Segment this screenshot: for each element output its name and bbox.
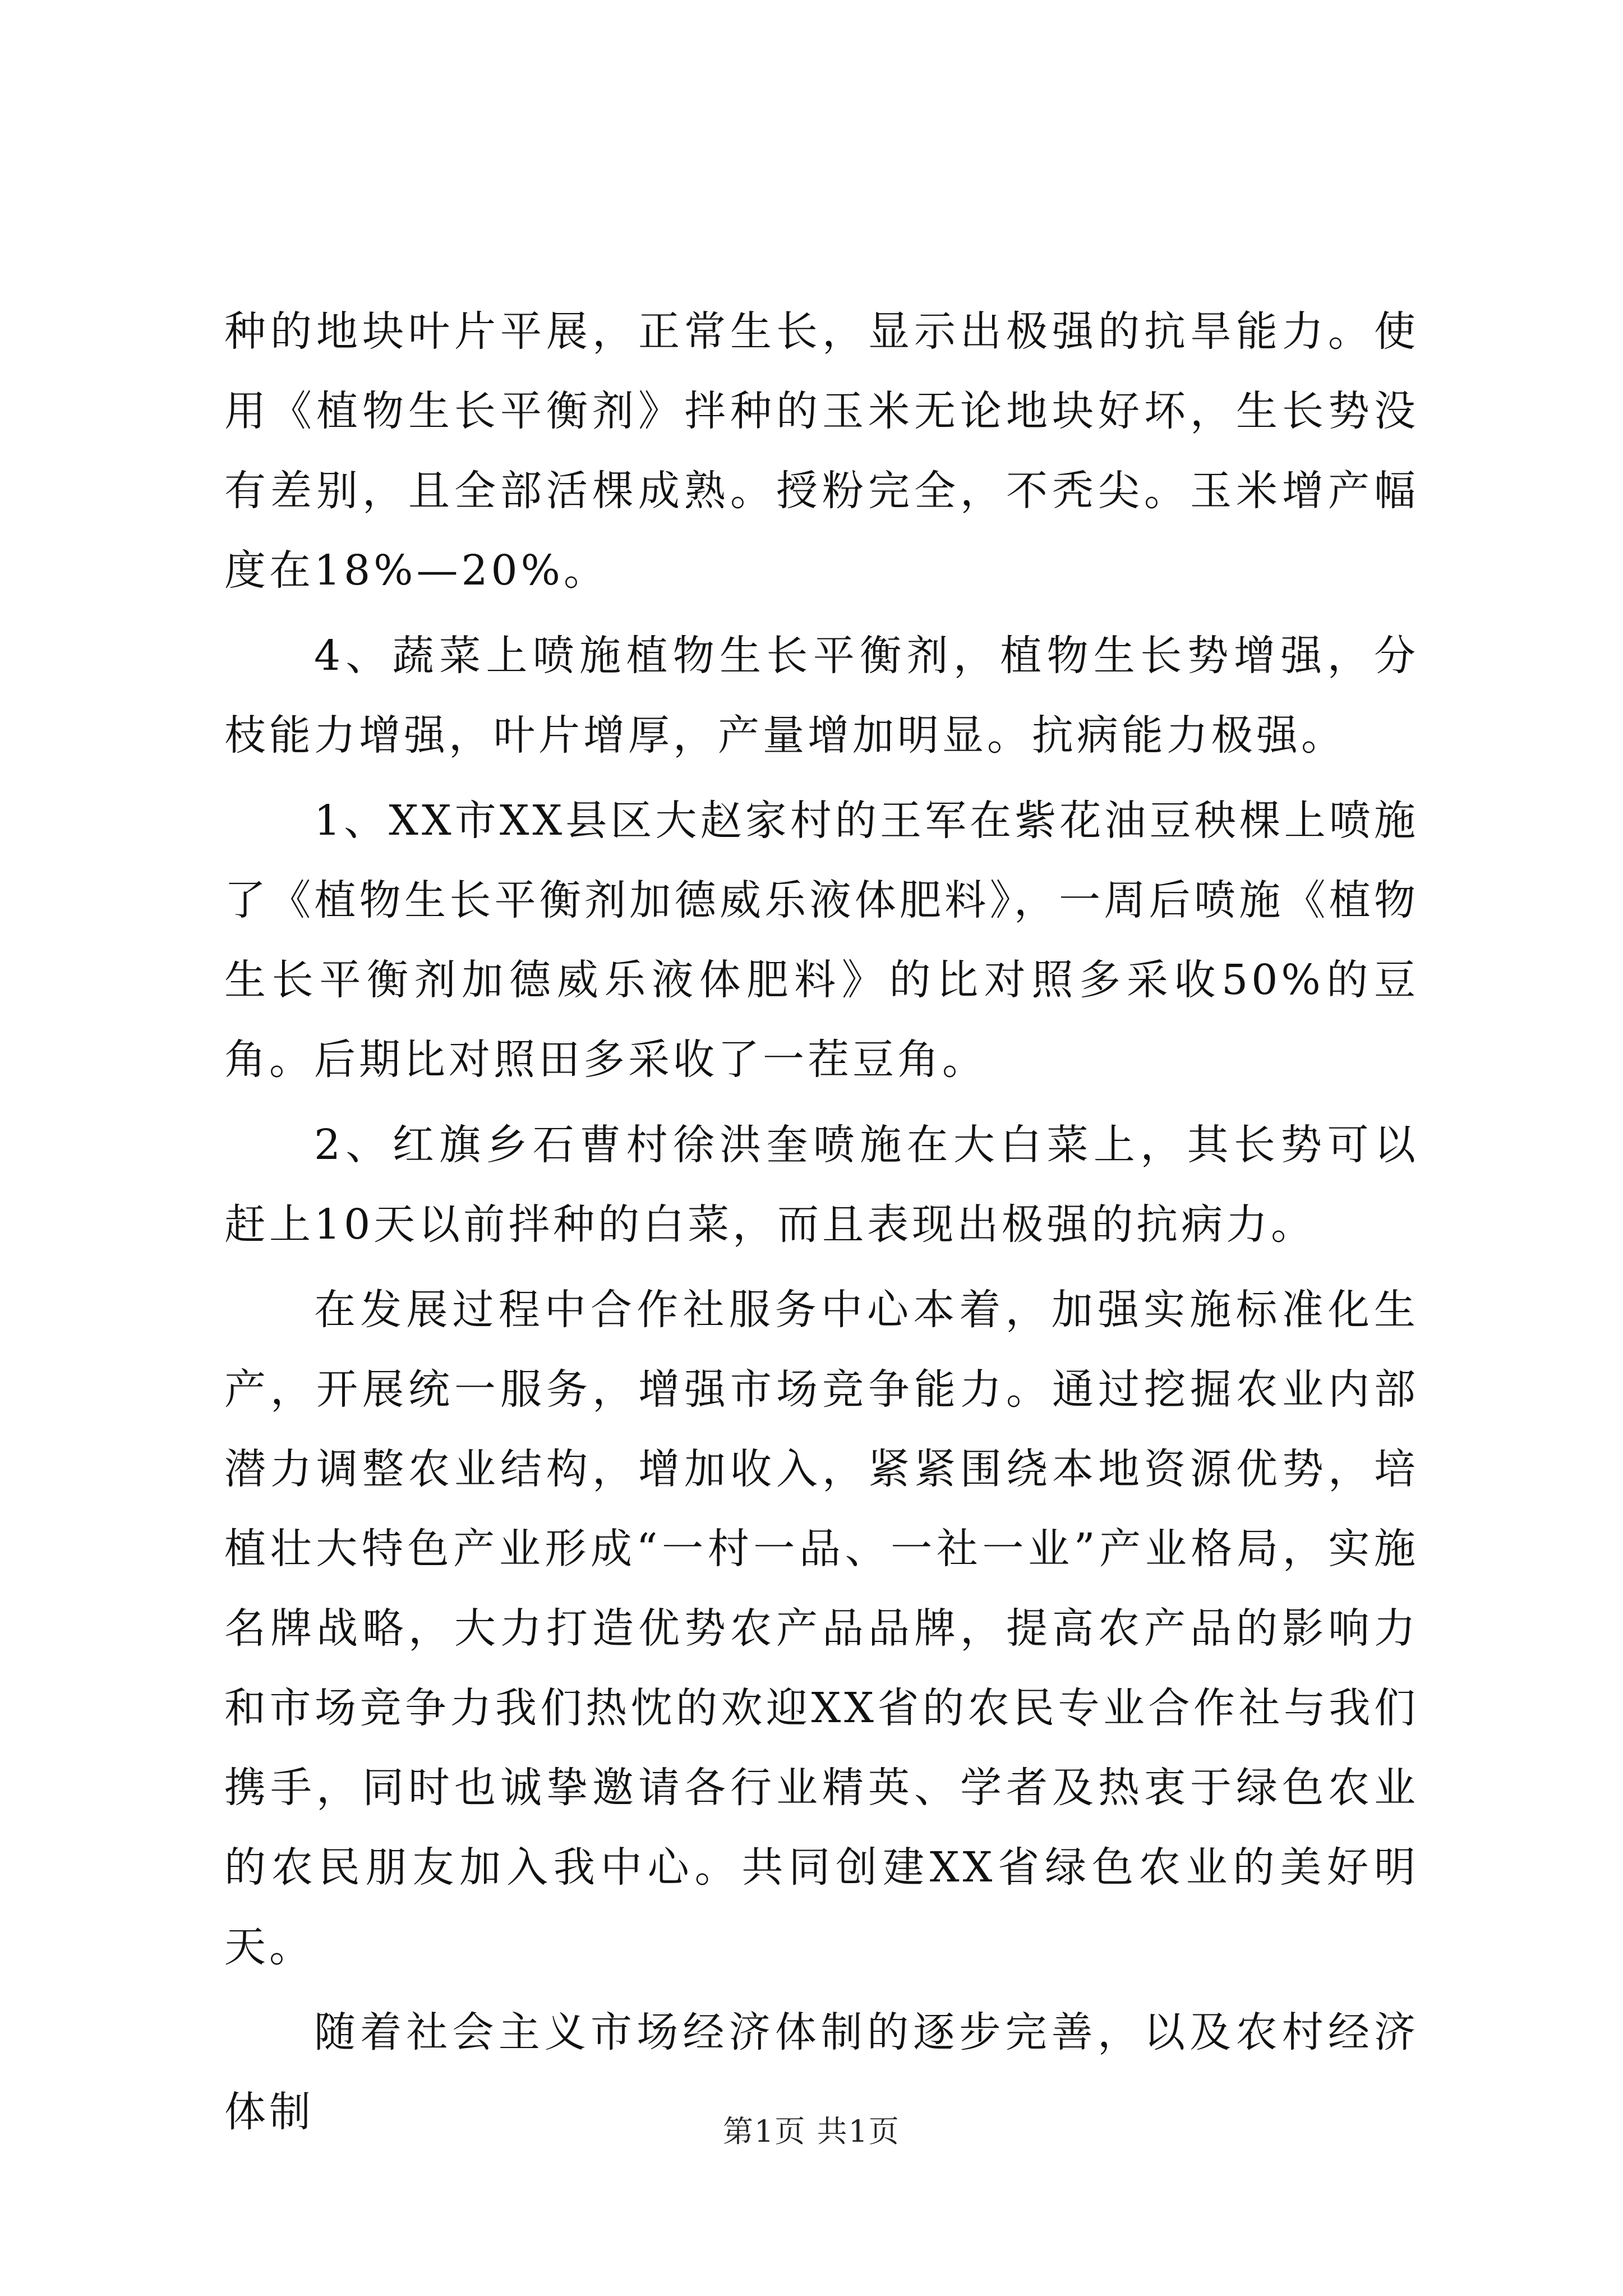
- paragraph-closing: 随着社会主义市场经济体制的逐步完善，以及农村经济体制: [224, 2008, 1419, 2136]
- paragraph-vegetables: 4、蔬菜上喷施植物生长平衡剂，植物生长势增强，分枝能力增强，叶片增厚，产量增加明显。抗病能力极强。: [224, 632, 1419, 760]
- paragraph-example-2: 2、红旗乡石曹村徐洪奎喷施在大白菜上，其长势可以赶上10天以前拌种的白菜，而且表现出极强的抗病力。: [224, 1121, 1419, 1249]
- page-footer: 第1页 共1页: [723, 2114, 900, 2149]
- paragraph-example-1: 1、XX市XX县区大赵家村的王军在紫花油豆秧棵上喷施了《植物生长平衡剂加德威乐液体肥料》，一周后喷施《植物生长平衡剂加德威乐液体肥料》的比对照多采收50%的豆角。后期比对照田多采收了一茬豆角。: [224, 797, 1419, 1084]
- paragraph-continuation: 种的地块叶片平展，正常生长，显示出极强的抗旱能力。使用《植物生长平衡剂》拌种的玉米无论地块好坏，生长势没有差别，且全部活棵成熟。授粉完全，不秃尖。玉米增产幅度在18%—20%。: [224, 307, 1419, 595]
- paragraph-cooperative: 在发展过程中合作社服务中心本着，加强实施标准化生产，开展统一服务，增强市场竞争能力。通过挖掘农业内部潜力调整农业结构，增加收入，紧紧围绕本地资源优势，培植壮大特色产业形成“一村一品、一社一业”产业格局，实施名牌战略，大力打造优势农产品品牌，提高农产品的影响力和市场竞争力我们热忱的欢迎XX省的农民专业合作社与我们携手，同时也诚挚邀请各行业精英、学者及热衷于绿色农业的农民朋友加入我中心。共同创建XX省绿色农业的美好明天。: [224, 1286, 1419, 1971]
- document-body: [224, 292, 1419, 2152]
